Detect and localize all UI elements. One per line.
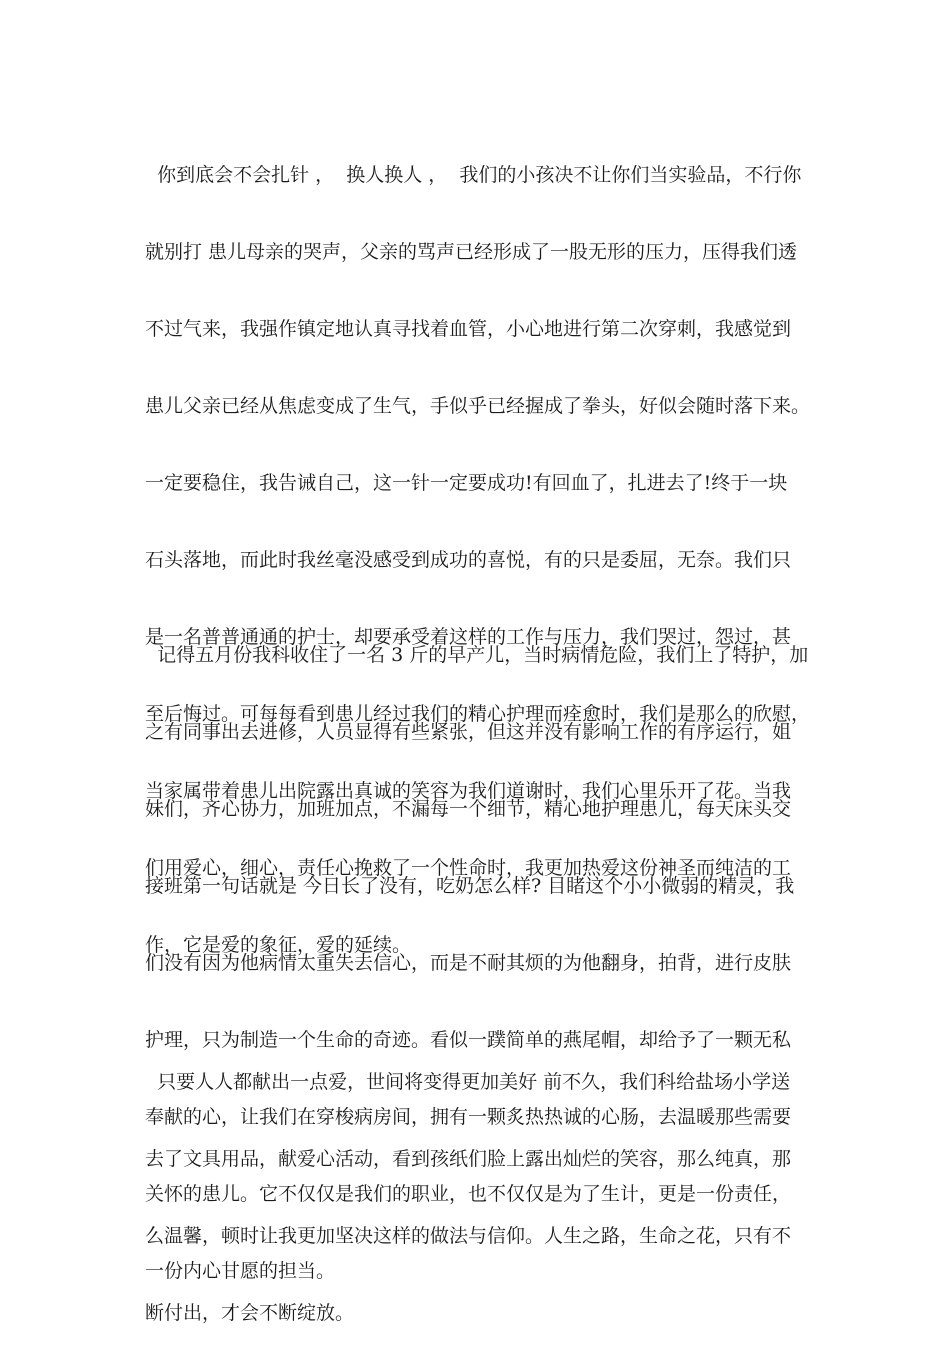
text-line: 石头落地，而此时我丝毫没感受到成功的喜悦，有的只是委屈，无奈。我们只 xyxy=(145,548,792,571)
text-line: 们没有因为他病情太重失去信心，而是不耐其烦的为他翻身，拍背，进行皮肤 xyxy=(145,951,792,974)
text-line: 们用爱心，细心，责任心挽救了一个性命时，我更加热爱这份神圣而纯洁的工 xyxy=(145,856,792,879)
text-line: 一份内心甘愿的担当。 xyxy=(145,1259,336,1282)
text-line: 接班第一句话就是 今日长了没有，吃奶怎么样? 目睹这个小小微弱的精灵，我 xyxy=(145,874,795,897)
text-line: 就别打 患儿母亲的哭声，父亲的骂声已经形成了一股无形的压力，压得我们透 xyxy=(145,240,798,263)
text-line: 关怀的患儿。它不仅仅是我们的职业，也不仅仅是为了生计，更是一份责任， xyxy=(145,1182,792,1205)
text-line: 患儿父亲已经从焦虑变成了生气，手似乎已经握成了拳头，好似会随时落下来。 xyxy=(145,394,811,417)
text-line: 只要人人都献出一点爱，世间将变得更加美好 前不久，我们科给盐场小学送 xyxy=(145,1070,791,1093)
text-line: 是一名普普通通的护士，却要承受着这样的工作与压力，我们哭过，怨过，甚 xyxy=(145,625,792,648)
text-line: 至后悔过。可每每看到患儿经过我们的精心护理而痊愈时，我们是那么的欣慰， xyxy=(145,702,811,725)
text-line: 去了文具用品，献爱心活动，看到孩纸们脸上露出灿烂的笑容，那么纯真，那 xyxy=(145,1147,792,1170)
text-line: 你到底会不会扎针 ， 换人换人 ， 我们的小孩决不让你们当实验品，不行你 xyxy=(145,163,802,186)
text-line: 作，它是爱的象征，爱的延续。 xyxy=(145,933,412,956)
text-line: 护理，只为制造一个生命的奇迹。看似一蹼简单的燕尾帽，却给予了一颗无私 xyxy=(145,1028,792,1051)
text-line: 奉献的心，让我们在穿梭病房间，拥有一颗炙热热诚的心肠，去温暖那些需要 xyxy=(145,1105,792,1128)
paragraph-3 xyxy=(145,1024,810,1371)
text-line: 一定要稳住，我告诫自己，这一针一定要成功!有回血了，扎进去了!终于一块 xyxy=(145,471,788,494)
text-line: 之有同事出去进修，人员显得有些紧张，但这并没有影响工作的有序运行，姐 xyxy=(145,720,792,743)
text-line: 么温馨，顿时让我更加坚决这样的做法与信仰。人生之路，生命之花，只有不 xyxy=(145,1224,792,1247)
text-line: 断付出，才会不断绽放。 xyxy=(145,1301,355,1324)
text-line: 不过气来，我强作镇定地认真寻找着血管，小心地进行第二次穿刺，我感觉到 xyxy=(145,317,792,340)
text-line: 记得五月份我科收住了一名 3 斤的早产儿，当时病情危险，我们上了特护，加 xyxy=(145,643,809,666)
text-line: 当家属带着患儿出院露出真诚的笑容为我们道谢时，我们心里乐开了花。当我 xyxy=(145,779,792,802)
text-line: 妹们，齐心协力，加班加点，不漏每一个细节，精心地护理患儿，每天床头交 xyxy=(145,797,792,820)
